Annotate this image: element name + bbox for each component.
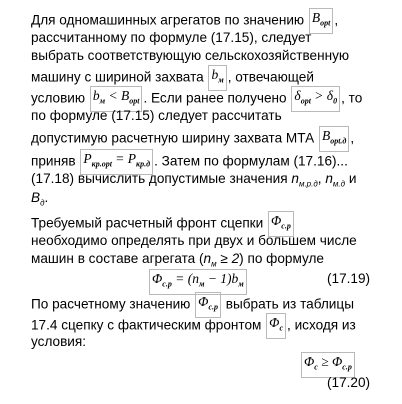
- text: условию: [31, 90, 86, 106]
- text-line-17: условия:: [31, 334, 87, 349]
- formula-condition-b-lt-b-opt: $b_м < B_{opt}$: [90, 86, 143, 112]
- formula-p-kr-equality: $P_{кр.opt} = P_{кр.д}$: [80, 149, 153, 175]
- text: приняв: [31, 153, 76, 169]
- text-line-2: рассчитанному по формуле (17.15), следует: [31, 30, 312, 45]
- text: , исходя из: [287, 317, 356, 333]
- formula-delta-condition: $\delta_{opt} > \delta_0$: [291, 86, 340, 112]
- text: машину с шириной захвата: [31, 69, 204, 85]
- text: ,: [334, 12, 339, 28]
- text-line-3: выбрать соответствующую сельскохозяйственную: [31, 48, 350, 63]
- text: Для одномашинных агрегатов по значению: [31, 12, 305, 28]
- text: . Затем по формулам (17.16)...: [154, 153, 348, 169]
- formula-phi-c-ge-phi-cr: $\Phi_с \ge \Phi_{с.р}$: [301, 352, 355, 378]
- text: По расчетному значению: [31, 296, 191, 312]
- formula-n-m-cond: $n_м \ge 2$: [203, 251, 240, 269]
- text: . Если ранее получено: [143, 90, 287, 106]
- text-line-9: (17.18) вычислить допустимые значения $n_{м.р.д}$, $n_{м.д}$ и: [31, 171, 357, 189]
- formula-phi-cr: $\Phi_{с.р}$: [268, 211, 294, 237]
- text: машин в составе агрегата (: [31, 251, 204, 266]
- formula-phi-cr-2: $\Phi_{с.р}$: [195, 292, 221, 318]
- formula-b-opt-d: $B_{opt.д}$: [319, 126, 349, 152]
- formula-b-m: $b_м$: [208, 65, 226, 91]
- text: ) по формуле: [239, 251, 324, 266]
- text-line-10: [31, 189, 48, 213]
- formula-b-d: $B_д$: [31, 190, 45, 208]
- formula-phi-cr-equation: $\Phi_{с.р} = (n_м - 1)b_м$: [149, 269, 247, 295]
- text: , отвечающей: [227, 69, 314, 85]
- equation-number-17-19: (17.19): [327, 271, 371, 286]
- text: (17.18) вычислить допустимые значения: [31, 171, 288, 186]
- text: .: [44, 190, 49, 205]
- text: 17.4 сцепку с фактическим фронтом: [31, 317, 262, 333]
- text: Требуемый расчетный фронт сцепки: [31, 215, 264, 231]
- text: , то: [341, 90, 363, 106]
- equation-number-17-20: (17.20): [327, 375, 371, 390]
- formula-n-mrd: $n_{м.р.д}$: [291, 171, 318, 189]
- text: выбрать из таблицы: [225, 296, 354, 312]
- formula-phi-c: $\Phi_с$: [266, 313, 286, 339]
- text-line-7: допустимую расчетную ширину захвата МТА $B_{opt.д}$ ,: [31, 126, 354, 152]
- text: допустимую расчетную ширину захвата МТА: [31, 130, 315, 146]
- main-formula-17-19: [148, 269, 248, 295]
- text: и: [348, 171, 357, 186]
- text-line-12: необходимо определять при двух и большем числе: [31, 233, 357, 248]
- formula-b-opt: $B_{opt}$: [309, 8, 333, 34]
- text-line-6: по формуле (17.15) следует рассчитать: [31, 108, 282, 123]
- formula-n-md: $n_{м.д}$: [325, 171, 346, 189]
